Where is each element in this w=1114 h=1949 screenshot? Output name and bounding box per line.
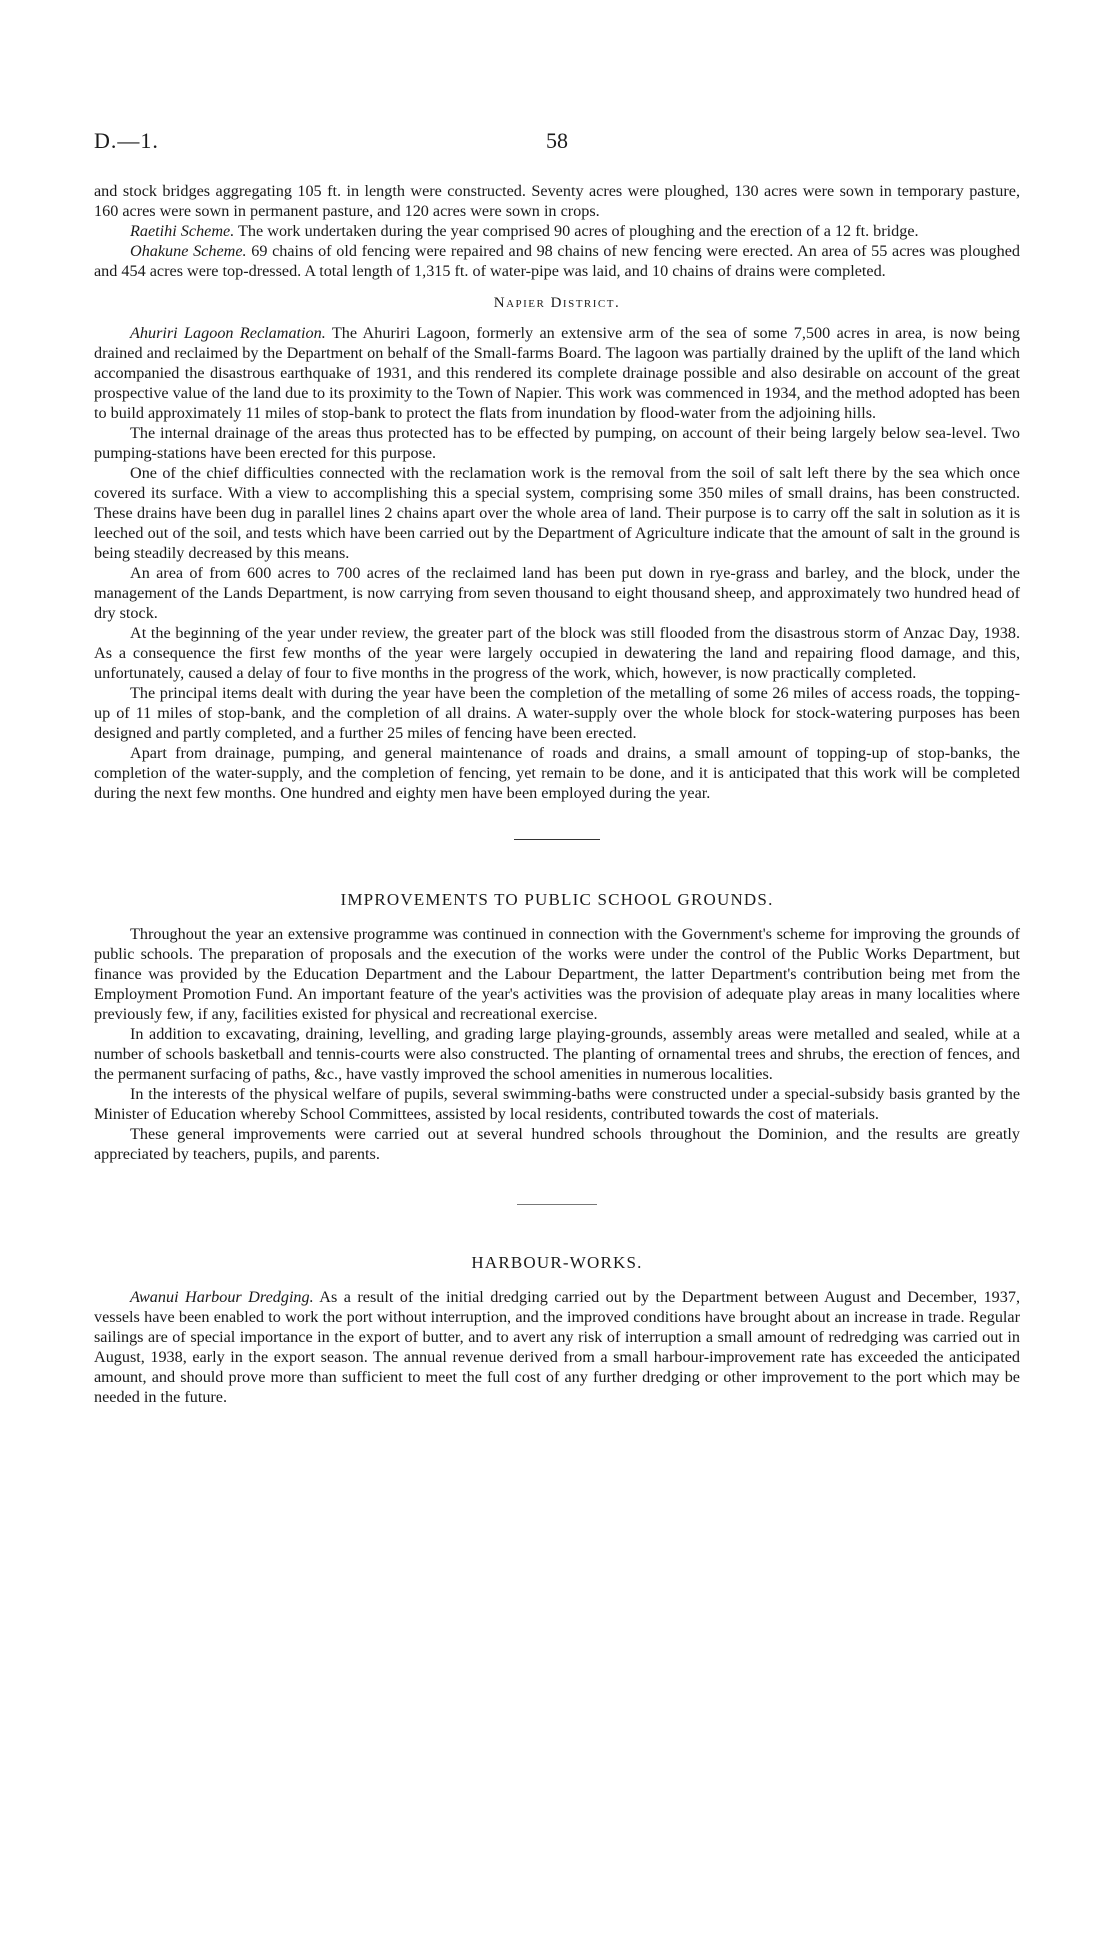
paragraph-text: The work undertaken during the year comprised 90 acres of ploughing and the erection of a 12 ft. bridge. bbox=[234, 222, 919, 240]
scheme-name: Ohakune Scheme. bbox=[130, 242, 247, 260]
napier-paragraph: At the beginning of the year under review, the greater part of the block was still flooded from the disastrous storm of Anzac Day, 1938. As a consequence the first few months of the year were largely occupied in dewatering the land and repairing flood damage, and this, unfortunately, caused a delay of four to five months in the progress of the work, which, however, is now practically completed. bbox=[94, 624, 1020, 682]
schools-paragraph: In addition to excavating, draining, levelling, and grading large playing-grounds, assembly areas were metalled and sealed, while at a number of schools basketball and tennis-courts were also constructed. The planting of ornamental trees and shrubs, the erection of fences, and the permanent surfacing of paths, &c., have vastly improved the school amenities in numerous localities. bbox=[94, 1025, 1020, 1083]
harbour-paragraph bbox=[94, 1287, 1020, 1407]
section-divider bbox=[517, 1204, 597, 1205]
schools-paragraph: In the interests of the physical welfare of pupils, several swimming-baths were constructed under a special-subsidy basis granted by the Minister of Education whereby School Committees, assisted by local residents, contributed towards the cost of materials. bbox=[94, 1085, 1020, 1123]
page-header bbox=[94, 128, 1020, 158]
napier-paragraph: An area of from 600 acres to 700 acres of the reclaimed land has been put down in rye-grass and barley, and the block, under the management of the Lands Department, is now carrying from seven thousand to eight thousand sheep, and approximately two hundred head of dry stock. bbox=[94, 564, 1020, 622]
scheme-name: Awanui Harbour Dredging. bbox=[130, 1288, 314, 1306]
schools-paragraph: Throughout the year an extensive programme was continued in connection with the Government's scheme for improving the grounds of public schools. The preparation of proposals and the execution of the works were under the control of the Public Works Department, but finance was provided by the Education Department and the Labour Department, the latter Department's contribution being met from the Employment Promotion Fund. An important feature of the year's activities was the provision of adequate play areas in many localities where previously few, if any, facilities existed for physical and recreational exercise. bbox=[94, 925, 1020, 1023]
scheme-paragraph bbox=[94, 241, 1020, 281]
harbour-works-heading: HARBOUR-WORKS. bbox=[471, 1253, 643, 1272]
paragraph-text: 69 chains of old fencing were repaired and 98 chains of new fencing were erected. An area of 55 acres was ploughed and 454 acres were top-dressed. A total length of 1,315 ft. of water-pipe was laid, and 10 chains of drains were completed. bbox=[94, 242, 1020, 280]
napier-paragraph: Apart from drainage, pumping, and general maintenance of roads and drains, a small amount of topping-up of stop-banks, the completion of the water-supply, and the completion of fencing, yet remain to be done, and it is anticipated that this work will be completed during the next few months. One hundred and eighty men have been employed during the year. bbox=[94, 744, 1020, 802]
paragraph-text: and stock bridges aggregating 105 ft. in length were constructed. Seventy acres were ploughed, 130 acres were sown in temporary pasture, 160 acres were sown in permanent pasture, and 120 acres were sown in crops. bbox=[94, 182, 1020, 220]
paragraph-text: As a result of the initial dredging carried out by the Department between August and December, 1937, vessels have been enabled to work the port without interruption, and the improved conditions have brought about an increase in trade. Regular sailings are of special importance in the export of butter, and to avert any risk of interruption a small amount of redredging was carried out in August, 1938, early in the export season. The annual revenue derived from a small harbour-improvement rate has exceeded the anticipated amount, and should prove more than sufficient to meet the full cost of any further dredging or other improvement to the port which may be needed in the future. bbox=[94, 1288, 1020, 1406]
napier-district-heading: Napier District. bbox=[493, 295, 621, 311]
schools-paragraph: These general improvements were carried out at several hundred schools throughout the Dominion, and the results are greatly appreciated by teachers, pupils, and parents. bbox=[94, 1125, 1020, 1163]
page-body bbox=[94, 181, 1020, 1407]
page-number: 58 bbox=[546, 128, 568, 153]
scheme-name: Raetihi Scheme. bbox=[130, 222, 235, 240]
section-divider bbox=[514, 839, 600, 840]
napier-paragraph bbox=[94, 323, 1020, 423]
napier-paragraph: The internal drainage of the areas thus protected has to be effected by pumping, on account of their being largely below sea-level. Two pumping-stations have been erected for this purpose. bbox=[94, 424, 1020, 462]
paragraph-text: The Ahuriri Lagoon, formerly an extensive arm of the sea of some 7,500 acres in area, is now being drained and reclaimed by the Department on behalf of the Small-farms Board. The lagoon was partially drained by the uplift of the land which accompanied the disastrous earthquake of 1931, and this rendered its complete drainage possible and also desirable on account of the great prospective value of the land due to its proximity to the Town of Napier. This work was commenced in 1934, and the method adopted has been to build approximately 11 miles of stop-bank to protect the flats from inundation by flood-water from the adjoining hills. bbox=[94, 324, 1020, 422]
school-grounds-heading: IMPROVEMENTS TO PUBLIC SCHOOL GROUNDS. bbox=[340, 890, 774, 909]
document-reference: D.—1. bbox=[94, 128, 159, 153]
scheme-paragraph bbox=[94, 221, 1020, 241]
scheme-name: Ahuriri Lagoon Reclamation. bbox=[130, 324, 326, 342]
intro-paragraph bbox=[94, 181, 1020, 221]
napier-paragraph: One of the chief difficulties connected with the reclamation work is the removal from the soil of salt left there by the sea which once covered its surface. With a view to accomplishing this a special system, comprising some 350 miles of small drains, has been constructed. These drains have been dug in parallel lines 2 chains apart over the whole area of land. Their purpose is to carry off the salt in solution as it is leeched out of the soil, and tests which have been carried out by the Department of Agriculture indicate that the amount of salt in the ground is being steadily decreased by this means. bbox=[94, 464, 1020, 562]
napier-paragraph: The principal items dealt with during the year have been the completion of the metalling of some 26 miles of access roads, the topping-up of 11 miles of stop-bank, and the completion of all drains. A water-supply over the whole block for stock-watering purposes has been designed and partly completed, and a further 25 miles of fencing have been erected. bbox=[94, 684, 1020, 742]
